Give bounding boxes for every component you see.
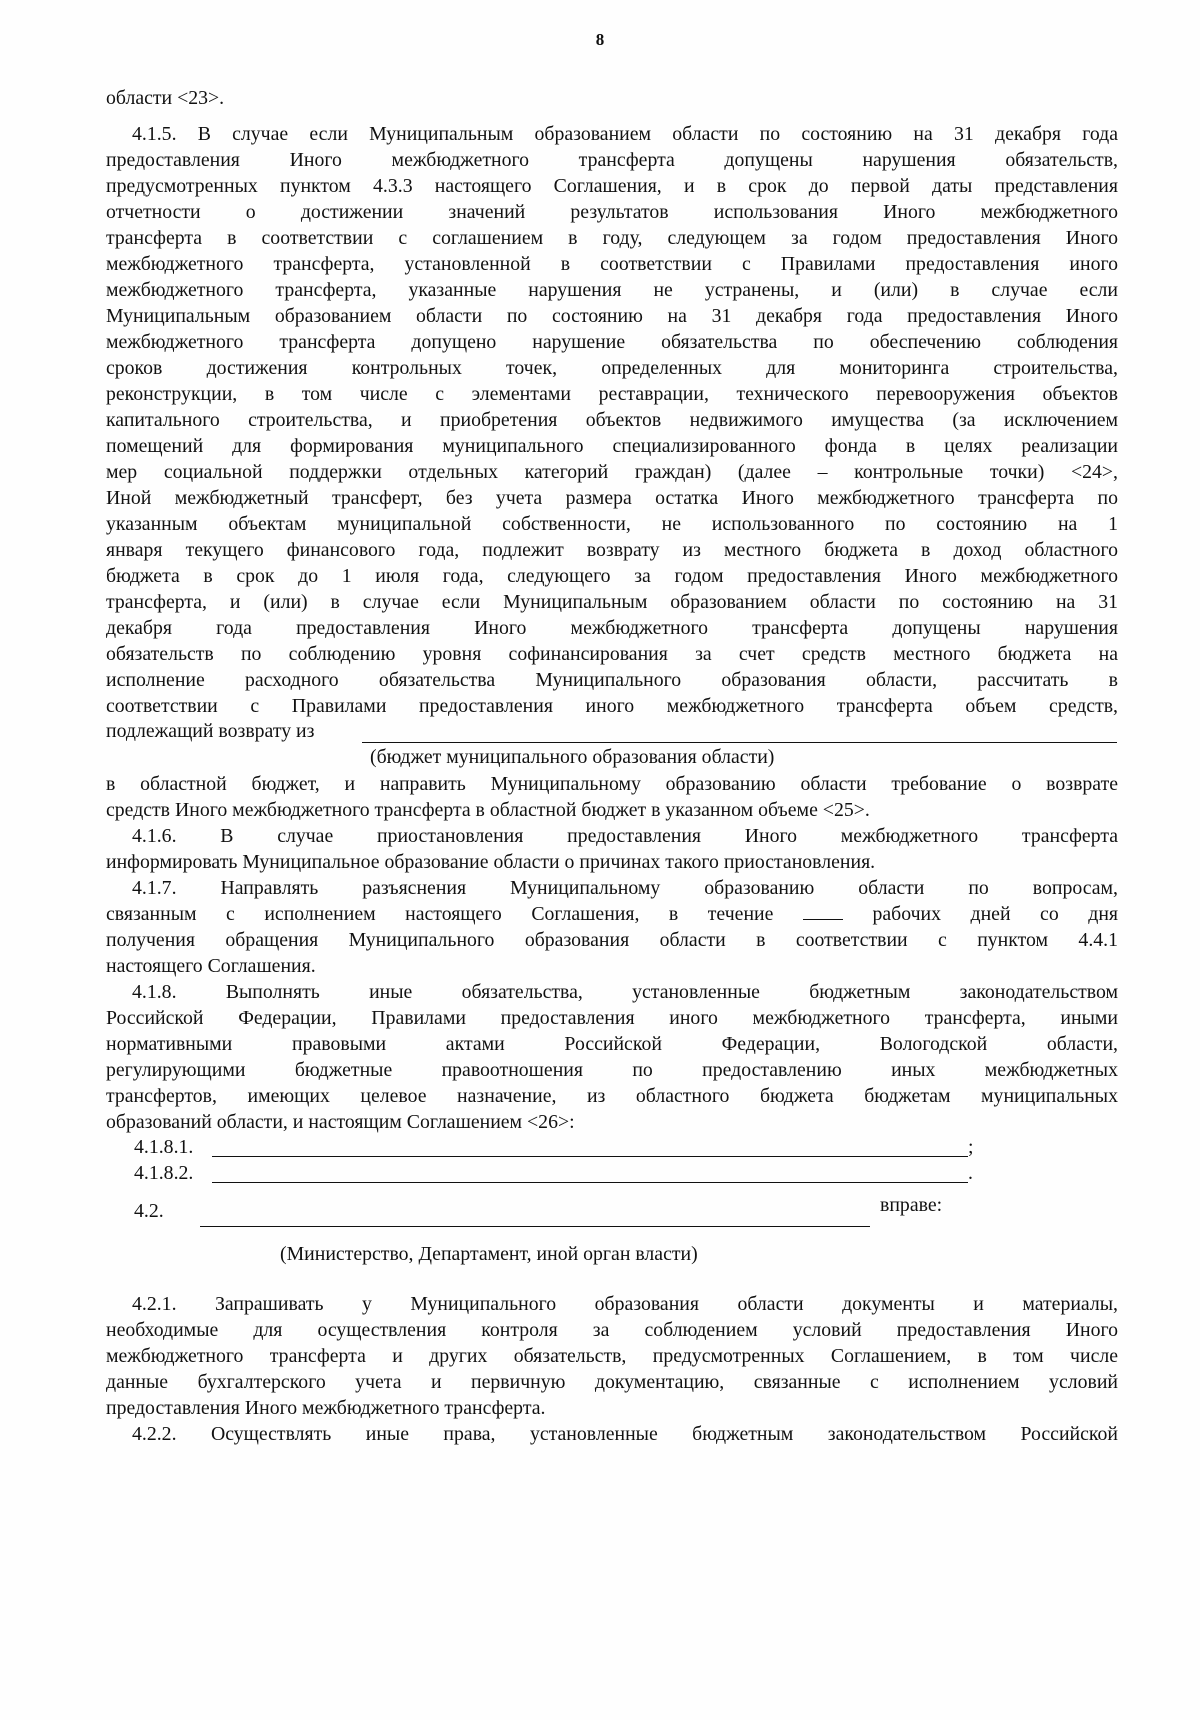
item-4-1-8-2-end: . bbox=[968, 1162, 973, 1184]
item-4-1-8-1-label: 4.1.8.1. bbox=[134, 1136, 194, 1158]
p418-line: 4.1.8. Выполнять иные обязательства, установленные бюджетным законодательством bbox=[132, 981, 1118, 1003]
p415-line: Муниципальным образованием области по состоянию на 31 декабря года предоставления Иного bbox=[106, 305, 1118, 327]
p418-line: регулирующими бюджетные правоотношения по предоставлению иных межбюджетных bbox=[106, 1059, 1118, 1081]
budget-name-blank-line bbox=[362, 742, 1117, 743]
section-4-2-label: 4.2. bbox=[134, 1200, 164, 1222]
p415-cont-line: средств Иного межбюджетного трансферта в областной бюджет в указанном объеме <25>. bbox=[106, 799, 870, 821]
p418-line: нормативными правовыми актами Российской Федерации, Вологодской области, bbox=[106, 1033, 1118, 1055]
p415-line: межбюджетного трансферта допущено нарушение обязательства по обеспечению соблюдения bbox=[106, 331, 1118, 353]
p415-line: трансферта в соответствии с соглашением в году, следующем за годом предоставления Иного bbox=[106, 227, 1118, 249]
section-4-2-right-word: вправе: bbox=[880, 1194, 943, 1216]
p418-line: трансфертов, имеющих целевое назначение, из областного бюджета бюджетам муниципальных bbox=[106, 1085, 1118, 1107]
p417-line: получения обращения Муниципального образования области в соответствии с пунктом 4.4.1 bbox=[106, 929, 1118, 951]
item-4-1-8-1-blank-line bbox=[212, 1156, 968, 1157]
p415-line: Иной межбюджетный трансферт, без учета размера остатка Иного межбюджетного трансферта по bbox=[106, 487, 1118, 509]
p415-line: января текущего финансового года, подлежит возврату из местного бюджета в доход областного bbox=[106, 539, 1118, 561]
p415-line: предусмотренных пунктом 4.3.3 настоящего Соглашения, и в срок до первой даты представления bbox=[106, 175, 1118, 197]
days-count-blank bbox=[803, 903, 843, 920]
p421-line: данные бухгалтерского учета и первичную документацию, связанные с исполнением условий bbox=[106, 1371, 1118, 1393]
p421-line: предоставления Иного межбюджетного трансферта. bbox=[106, 1397, 546, 1419]
item-4-1-8-1-end: ; bbox=[968, 1136, 974, 1158]
p418-line: Российской Федерации, Правилами предоставления иного межбюджетного трансферта, иными bbox=[106, 1007, 1118, 1029]
p421-line: 4.2.1. Запрашивать у Муниципального образования области документы и материалы, bbox=[132, 1293, 1118, 1315]
p416-line: информировать Муниципальное образование области о причинах такого приостановления. bbox=[106, 851, 876, 873]
p415-cont-line: в областной бюджет, и направить Муниципальному образованию области требование о возврате bbox=[106, 773, 1118, 795]
authority-blank-line bbox=[200, 1226, 870, 1227]
p415-line: декабря года предоставления Иного межбюджетного трансферта допущены нарушения bbox=[106, 617, 1118, 639]
p415-line: предоставления Иного межбюджетного трансферта допущены нарушения обязательств, bbox=[106, 149, 1118, 171]
p421-line: межбюджетного трансферта и других обязательств, предусмотренных Соглашением, в том числе bbox=[106, 1345, 1118, 1367]
budget-name-caption: (бюджет муниципального образования области) bbox=[370, 746, 775, 768]
item-4-1-8-2-blank-line bbox=[212, 1182, 968, 1183]
p415-line: указанным объектам муниципальной собственности, не использованного по состоянию на 1 bbox=[106, 513, 1118, 535]
p415-line: бюджета в срок до 1 июля года, следующего за годом предоставления Иного межбюджетного bbox=[106, 565, 1118, 587]
p417-line2-after: рабочих дней со дня bbox=[872, 903, 1119, 925]
authority-caption: (Министерство, Департамент, иной орган власти) bbox=[280, 1243, 698, 1265]
p415-line: 4.1.5. В случае если Муниципальным образованием области по состоянию на 31 декабря года bbox=[132, 123, 1118, 145]
p417-line: 4.1.7. Направлять разъяснения Муниципальному образованию области по вопросам, bbox=[132, 877, 1118, 899]
p415-line: соответствии с Правилами предоставления иного межбюджетного трансферта объем средств, bbox=[106, 695, 1118, 717]
item-4-1-8-2-label: 4.1.8.2. bbox=[134, 1162, 194, 1184]
p417-line: настоящего Соглашения. bbox=[106, 955, 316, 977]
p415-line: сроков достижения контрольных точек, определенных для мониторинга строительства, bbox=[106, 357, 1118, 379]
intro-line: области <23>. bbox=[106, 87, 225, 109]
p416-line: 4.1.6. В случае приостановления предоставления Иного межбюджетного трансферта bbox=[132, 825, 1118, 847]
paragraph-4-2-2: 4.2.2. Осуществлять иные права, установленные бюджетным законодательством Российской bbox=[132, 1423, 1118, 1445]
p415-line: помещений для формирования муниципального специализированного фонда в целях реализации bbox=[106, 435, 1118, 457]
p415-line: межбюджетного трансферта, установленной в соответствии с Правилами предоставления иного bbox=[106, 253, 1118, 275]
p415-line: отчетности о достижении значений результатов использования Иного межбюджетного bbox=[106, 201, 1118, 223]
p417-line2-before: связанным с исполнением настоящего Соглашения, в течение bbox=[106, 903, 774, 925]
p415-line: капитального строительства, и приобретения объектов недвижимого имущества (за исключением bbox=[106, 409, 1118, 431]
p415-line: исполнение расходного обязательства Муниципального образования области, рассчитать в bbox=[106, 669, 1118, 691]
p418-line: образований области, и настоящим Соглашением <26>: bbox=[106, 1111, 575, 1133]
p415-line: мер социальной поддержки отдельных категорий граждан) (далее – контрольные точки) <24>, bbox=[106, 461, 1118, 483]
p415-line: трансферта, и (или) в случае если Муниципальным образованием области по состоянию на 31 bbox=[106, 591, 1118, 613]
page-number: 8 bbox=[595, 30, 605, 49]
p415-line: реконструкции, в том числе с элементами реставрации, технического перевооружения объектов bbox=[106, 383, 1118, 405]
return-from-label: подлежащий возврату из bbox=[106, 720, 315, 742]
p415-line: межбюджетного трансферта, указанные нарушения не устранены, и (или) в случае если bbox=[106, 279, 1118, 301]
p421-line: необходимые для осуществления контроля за соблюдением условий предоставления Иного bbox=[106, 1319, 1118, 1341]
p415-line: обязательств по соблюдению уровня софинансирования за счет средств местного бюджета на bbox=[106, 643, 1118, 665]
p417-line-with-blank bbox=[106, 902, 1118, 927]
